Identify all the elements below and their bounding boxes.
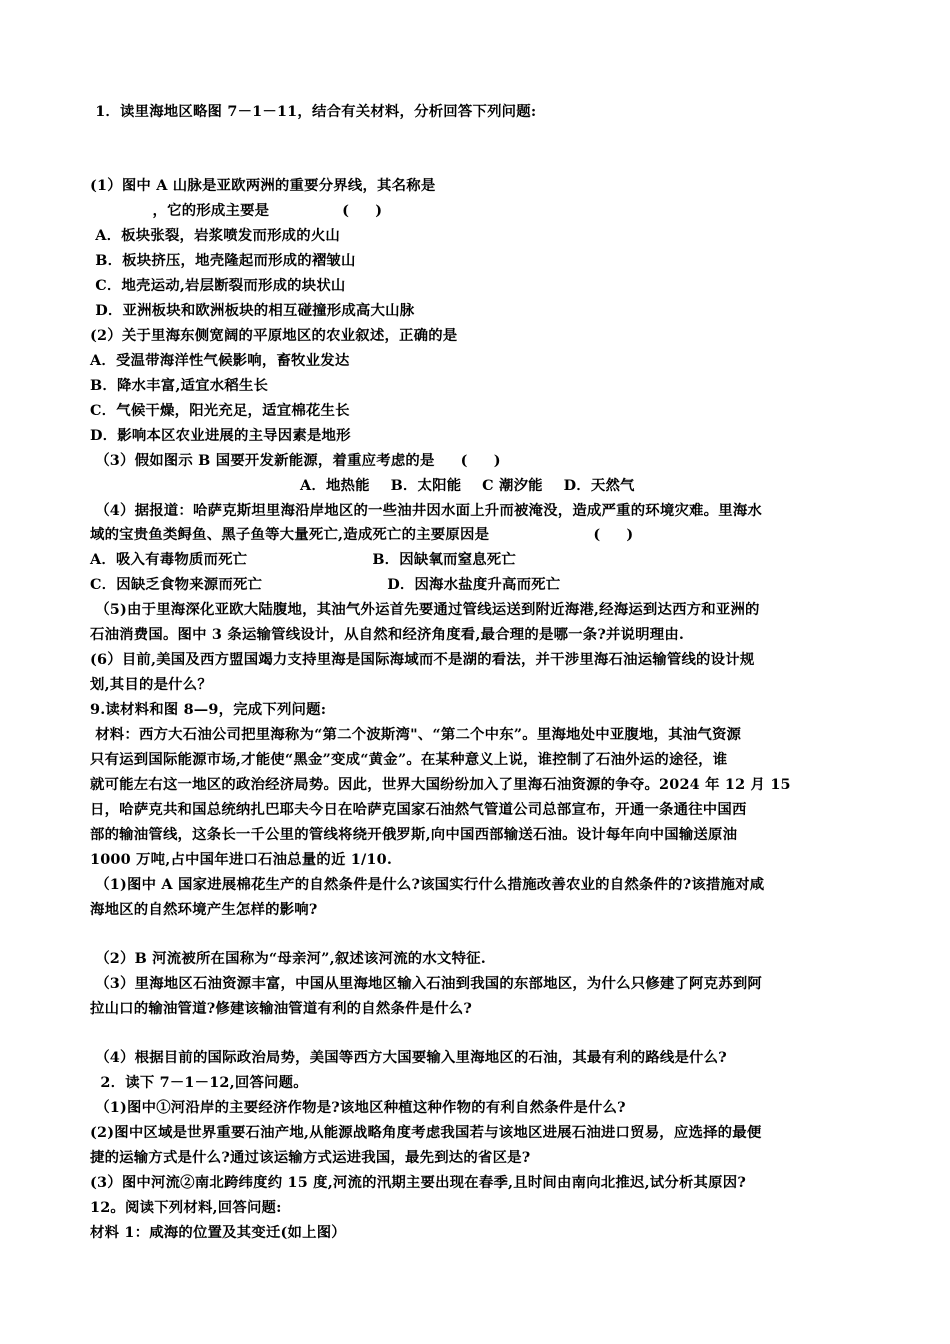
q9-material-line: 日，哈萨克共和国总统纳扎巴耶夫今日在哈萨克国家石油然气管道公司总部宣布，开通一条通往中国西 <box>90 801 747 818</box>
q9-sub3: （3）里海地区石油资源丰富，中国从里海地区输入石油到我国的东部地区，为什么只修建了阿克苏到阿 <box>90 975 763 992</box>
q1-part2-option-c: C．气候干燥，阳光充足，适宜棉花生长 <box>90 402 350 419</box>
q12-title: 12。阅读下列材料,回答问题: <box>90 1199 282 1216</box>
q1-part2-option-d: D．影响本区农业进展的主导因素是地形 <box>90 427 351 444</box>
q9-sub3-cont: 拉山口的输油管道?修建该输油管道有利的自然条件是什么? <box>90 1000 473 1017</box>
q1-part5-stem: （5)由于里海深化亚欧大陆腹地，其油气外运首先要通过管线运送到附近海港,经海运到达西方和亚洲的 <box>90 601 760 618</box>
q9-material-line: 材料：西方大石油公司把里海称为“第二个波斯湾"、“第二个中东”。里海地处中亚腹地，其油气资源 <box>90 726 742 743</box>
q9-sub1: （1)图中 A 国家进展棉花生产的自然条件是什么?该国实行什么措施改善农业的自然条件的?该措施对咸 <box>90 876 765 893</box>
q1-part2-option-a: A．受温带海洋性气候影响，畜牧业发达 <box>90 352 350 369</box>
q2-sub3: (3）图中河流②南北跨纬度约 15 度,河流的汛期主要出现在春季,且时间由南向北推迟,试分析其原因? <box>90 1174 746 1191</box>
q9-material-line: 部的输油管线，这条长一千公里的管线将绕开俄罗斯,向中国西部输送石油。设计每年向中国输送原油 <box>90 826 738 843</box>
q1-part4-options-ab: A．吸入有毒物质而死亡 B．因缺氧而窒息死亡 <box>90 551 516 568</box>
q9-sub2: （2）B 河流被所在国称为“母亲河”,叙述该河流的水文特征. <box>90 950 486 967</box>
q1-part6-stem: (6）目前,美国及西方盟国竭力支持里海是国际海域而不是湖的看法，并干涉里海石油运输管线的设计规 <box>90 651 755 668</box>
q1-part1-option-c: C．地壳运动,岩层断裂而形成的块状山 <box>90 277 346 294</box>
q1-part1-stem-cont: ，它的形成主要是 ( ) <box>90 202 383 219</box>
q1-part1-option-b: B．板块挤压，地壳隆起而形成的褶皱山 <box>90 252 356 269</box>
q9-material-line: 只有运到国际能源市场,才能使“黑金”变成“黄金”。在某种意义上说，谁控制了石油外运的途径，谁 <box>90 751 728 768</box>
q2-sub1: （1)图中①河沿岸的主要经济作物是?该地区种植这种作物的有利自然条件是什么? <box>90 1099 626 1116</box>
q12-material1: 材料 1：咸海的位置及其变迁(如上图） <box>90 1224 346 1241</box>
q1-part4-options-cd: C．因缺乏食物来源而死亡 D．因海水盐度升高而死亡 <box>90 576 561 593</box>
q2-sub2: (2)图中区域是世界重要石油产地,从能源战略角度考虑我国若与该地区进展石油进口贸易，应选择的最便 <box>90 1124 762 1141</box>
q1-part3-options: A．地热能 B．太阳能 C 潮汐能 D．天然气 <box>300 477 635 494</box>
q9-sub4: （4）根据目前的国际政治局势，美国等西方大国要输入里海地区的石油，其最有利的路线是什么? <box>90 1049 727 1066</box>
q1-part6-stem-cont: 划,其目的是什么？ <box>90 676 212 693</box>
q9-title: 9.读材料和图 8—9，完成下列问题: <box>90 701 327 718</box>
q2-sub2-cont: 捷的运输方式是什么?通过该运输方式运进我国，最先到达的省区是? <box>90 1149 531 1166</box>
q1-part2-option-b: B．降水丰富,适宜水稻生长 <box>90 377 269 394</box>
q2-title: 2．读下 7－1－12,回答问题。 <box>90 1074 308 1091</box>
q1-title: 1．读里海地区略图 7－1－11，结合有关材料，分析回答下列问题: <box>90 103 537 120</box>
q9-material-line: 1000 万吨,占中国年进口石油总量的近 1/10. <box>90 851 393 868</box>
q1-part1-option-a: A．板块张裂，岩浆喷发而形成的火山 <box>90 227 341 244</box>
q1-part4-stem: （4）据报道：哈萨克斯坦里海沿岸地区的一些油井因水面上升而被淹没，造成严重的环境灾难。里海水 <box>90 502 763 519</box>
q1-part4-stem-cont: 域的宝贵鱼类鲟鱼、黑子鱼等大量死亡,造成死亡的主要原因是 ( ) <box>90 526 634 543</box>
q1-part2-stem: (2）关于里海东侧宽阔的平原地区的农业叙述，正确的是 <box>90 327 458 344</box>
q9-material-line: 就可能左右这一地区的政治经济局势。因此，世界大国纷纷加入了里海石油资源的争夺。2024 年 12 月 15 <box>90 776 791 793</box>
q1-part1-stem: (1）图中 A 山脉是亚欧两洲的重要分界线，其名称是 <box>90 177 436 194</box>
q9-sub1-cont: 海地区的自然环境产生怎样的影响? <box>90 901 318 918</box>
q1-part3-stem: （3）假如图示 B 国要开发新能源，着重应考虑的是 ( ) <box>90 452 501 469</box>
q1-part1-option-d: D．亚洲板块和欧洲板块的相互碰撞形成高大山脉 <box>90 302 415 319</box>
q1-part5-stem-cont: 石油消费国。图中 3 条运输管线设计，从自然和经济角度看,最合理的是哪一条?并说明理由. <box>90 626 685 643</box>
